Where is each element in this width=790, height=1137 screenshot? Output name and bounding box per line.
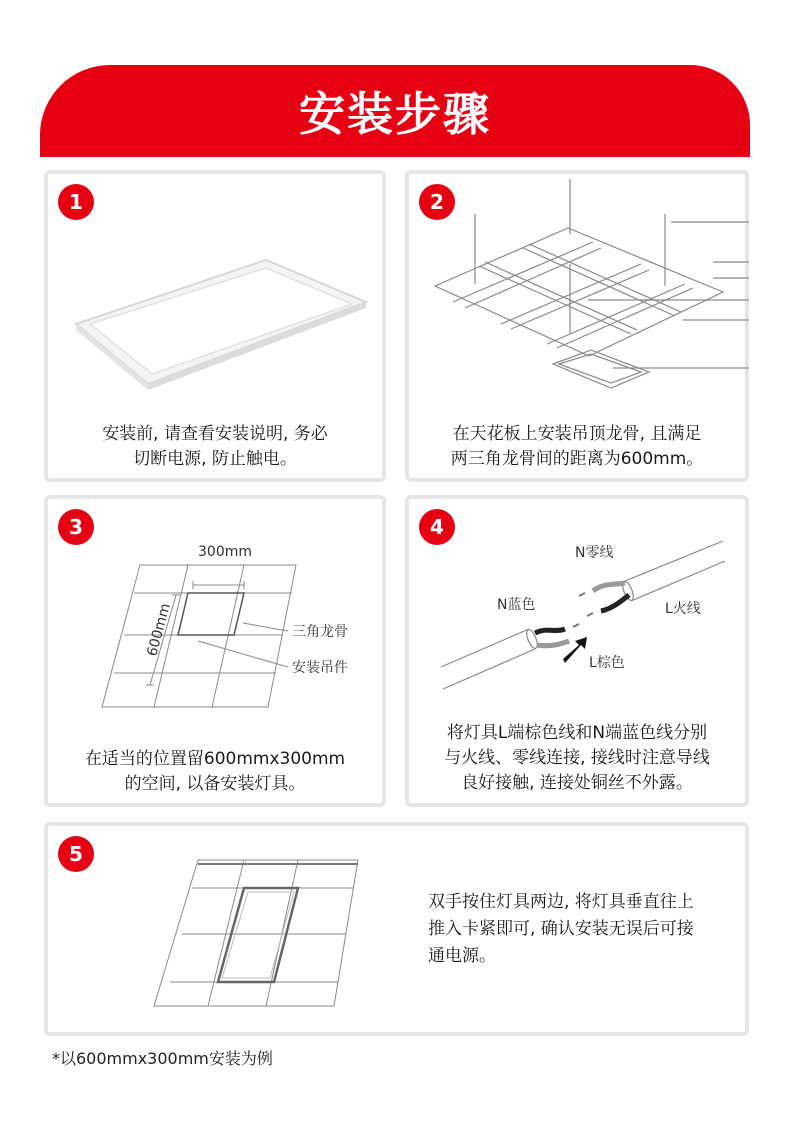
wiring-illustration	[413, 529, 749, 699]
step-card-3	[44, 495, 386, 807]
step5-desc-line2: 推入卡紧即可, 确认安装无误后可接	[428, 919, 694, 939]
step-card-2	[405, 170, 749, 482]
ceiling-keel-illustration	[413, 174, 749, 404]
step2-desc-line2: 两三角龙骨间的距离为600mm。	[450, 449, 704, 469]
keel-label: 三角龙骨	[292, 624, 348, 640]
step4-desc-line3: 良好接触, 连接处铜丝不外露。	[461, 773, 693, 793]
step3-desc-line1: 在适当的位置留600mmx300mm	[84, 749, 346, 769]
step1-desc-line2: 切断电源, 防止触电。	[133, 449, 297, 469]
opening-grid-illustration	[48, 535, 388, 715]
dim-width-label: 300mm	[198, 544, 252, 560]
step4-desc-line2: 与火线、零线连接, 接线时注意导线	[444, 748, 710, 768]
step2-desc-line1: 在天花板上安装吊顶龙骨, 且满足	[452, 424, 702, 444]
step-number-2: 2	[419, 184, 455, 220]
l-brown-label: L棕色	[589, 655, 625, 671]
led-panel-illustration	[58, 244, 378, 404]
hanger-label: 安装吊件	[292, 660, 348, 676]
step-number-3: 3	[58, 509, 94, 545]
l-fire-label: L火线	[665, 601, 701, 617]
title-banner	[40, 65, 750, 157]
n-zero-label: N零线	[575, 545, 614, 561]
dim-height-label: 600mm	[144, 601, 174, 659]
step4-desc-line1: 将灯具L端棕色线和N端蓝色线分别	[446, 723, 708, 743]
step-card-1	[44, 170, 386, 482]
step3-desc-line2: 的空间, 以备安装灯具。	[124, 774, 306, 794]
step5-desc-line1: 双手按住灯具两边, 将灯具垂直往上	[428, 892, 694, 912]
step5-desc-line3: 通电源。	[428, 946, 496, 966]
step1-desc-line1: 安装前, 请查看安装说明, 务必	[102, 424, 328, 444]
panel-install-illustration	[148, 854, 378, 1014]
n-blue-label: N蓝色	[497, 597, 536, 613]
page-title: 安装步骤	[299, 87, 491, 141]
footnote: *以600mmx300mm安装为例	[52, 1049, 273, 1068]
step-card-5	[44, 822, 749, 1036]
step-number-5: 5	[58, 836, 94, 872]
step-card-4	[405, 495, 749, 807]
step-number-4: 4	[419, 509, 455, 545]
step-number-1: 1	[58, 184, 94, 220]
